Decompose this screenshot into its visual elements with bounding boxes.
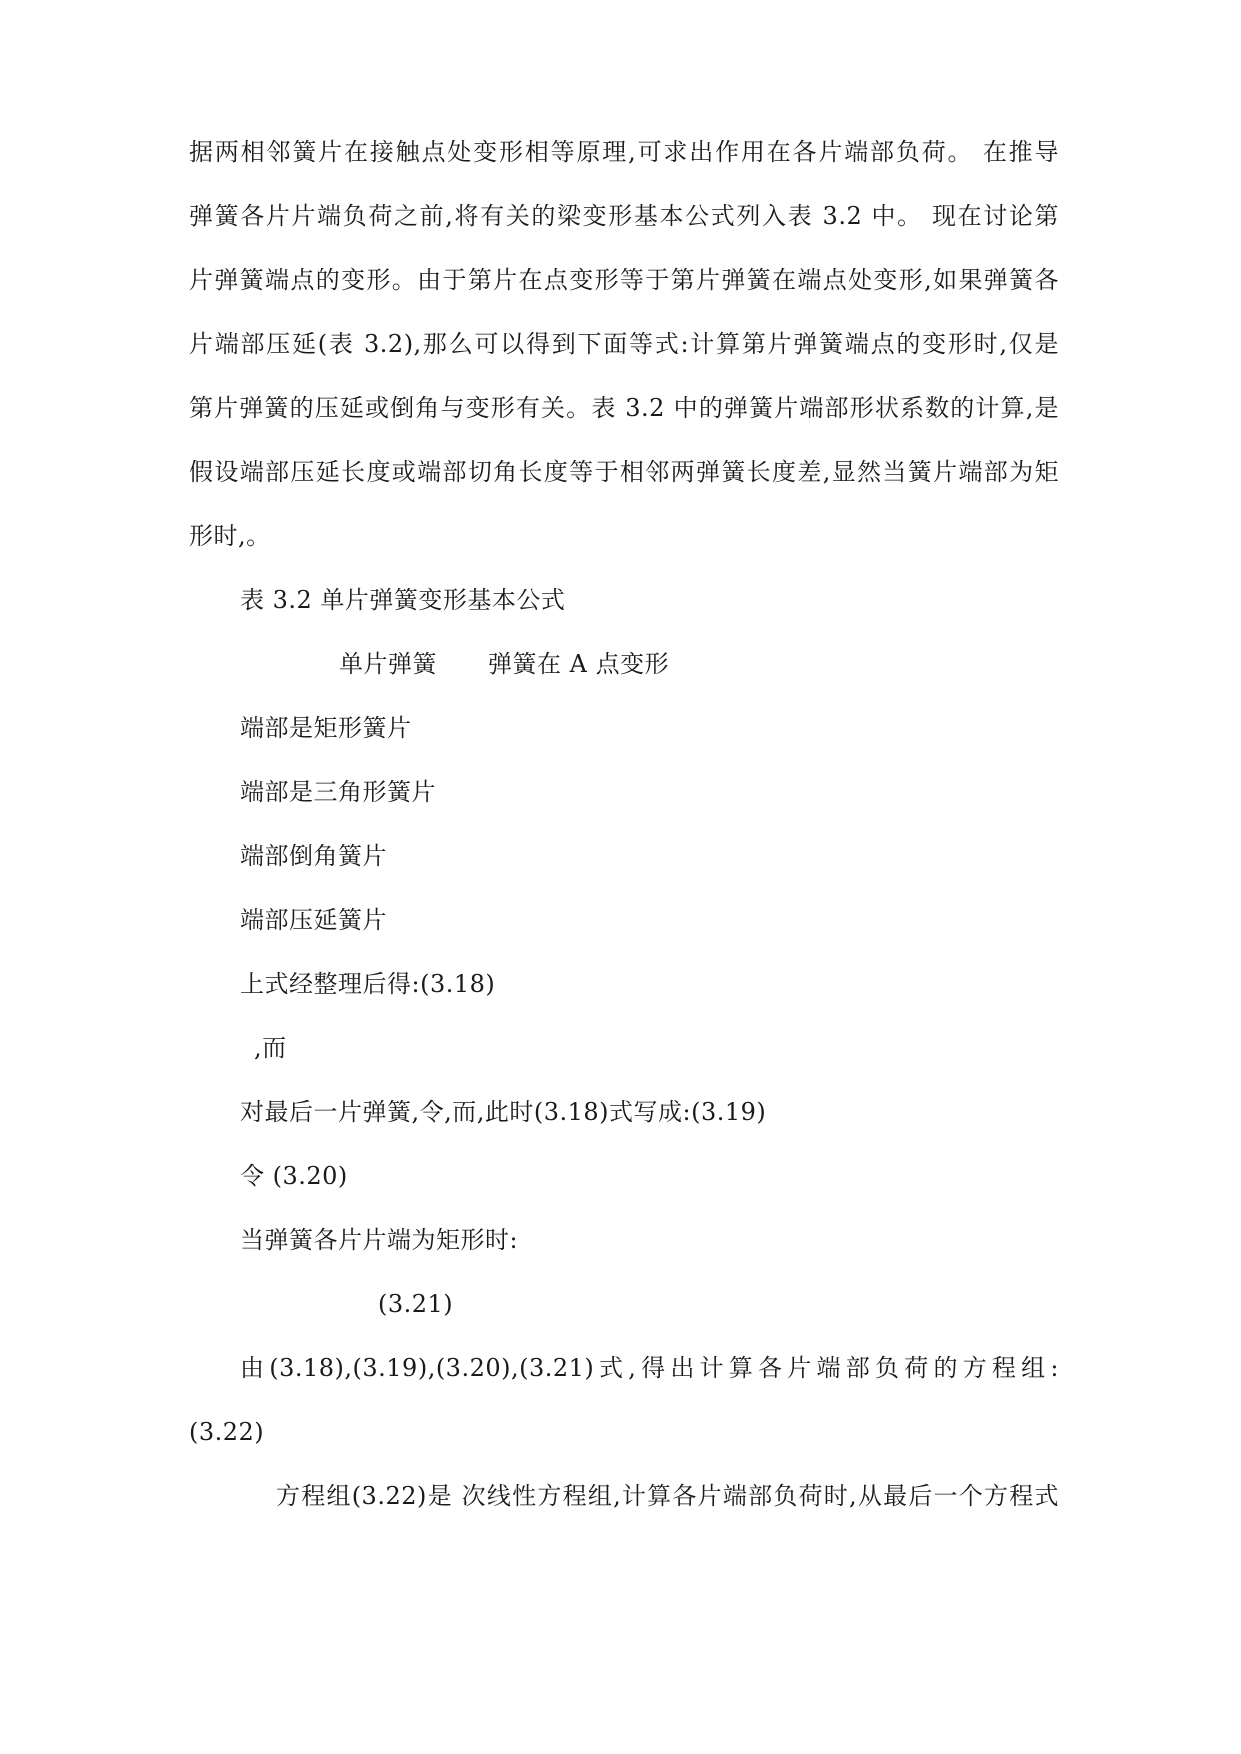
table-caption: 表 3.2 单片弹簧变形基本公式 bbox=[240, 586, 566, 614]
table-header-col1: 单片弹簧 bbox=[339, 650, 437, 678]
paragraph-line-5: 第片弹簧的压延或倒角与变形有关。表 3.2 中的弹簧片端部形状系数的计算,是 bbox=[189, 394, 1059, 422]
table-row-rolled: 端部压延簧片 bbox=[240, 906, 387, 934]
paragraph-line-2: 弹簧各片片端负荷之前,将有关的梁变形基本公式列入表 3.2 中。 现在讨论第 bbox=[189, 202, 1059, 230]
paragraph-line-4: 片端部压延(表 3.2),那么可以得到下面等式:计算第片弹簧端点的变形时,仅是 bbox=[189, 330, 1059, 358]
equation-3-19-line: 对最后一片弹簧,令,而,此时(3.18)式写成:(3.19) bbox=[240, 1098, 767, 1126]
equation-3-21-label: (3.21) bbox=[378, 1290, 454, 1318]
table-row-chamfered: 端部倒角簧片 bbox=[240, 842, 387, 870]
table-header-col2: 弹簧在 A 点变形 bbox=[488, 650, 670, 678]
rectangular-case-line: 当弹簧各片片端为矩形时: bbox=[240, 1226, 519, 1254]
equation-3-18-line: 上式经整理后得:(3.18) bbox=[240, 970, 496, 998]
paragraph-line-6: 假设端部压延长度或端部切角长度等于相邻两弹簧长度差,显然当簧片端部为矩 bbox=[189, 458, 1059, 486]
last-paragraph-line: 方程组(3.22)是 次线性方程组,计算各片端部负荷时,从最后一个方程式 bbox=[276, 1482, 1059, 1510]
paragraph-line-7: 形时,。 bbox=[189, 522, 271, 550]
and-line: ,而 bbox=[254, 1034, 287, 1062]
table-row-triangular: 端部是三角形簧片 bbox=[240, 778, 436, 806]
paragraph-line-1: 据两相邻簧片在接触点处变形相等原理,可求出作用在各片端部负荷。 在推导 bbox=[189, 138, 1059, 166]
table-row-rectangular: 端部是矩形簧片 bbox=[240, 714, 412, 742]
equation-3-22-label: (3.22) bbox=[189, 1418, 265, 1446]
equation-3-20-line: 令 (3.20) bbox=[240, 1162, 348, 1190]
equation-3-22-line: 由(3.18),(3.19),(3.20),(3.21)式,得出计算各片端部负荷的方程组: bbox=[240, 1354, 1059, 1382]
paragraph-line-3: 片弹簧端点的变形。由于第片在点变形等于第片弹簧在端点处变形,如果弹簧各 bbox=[189, 266, 1059, 294]
